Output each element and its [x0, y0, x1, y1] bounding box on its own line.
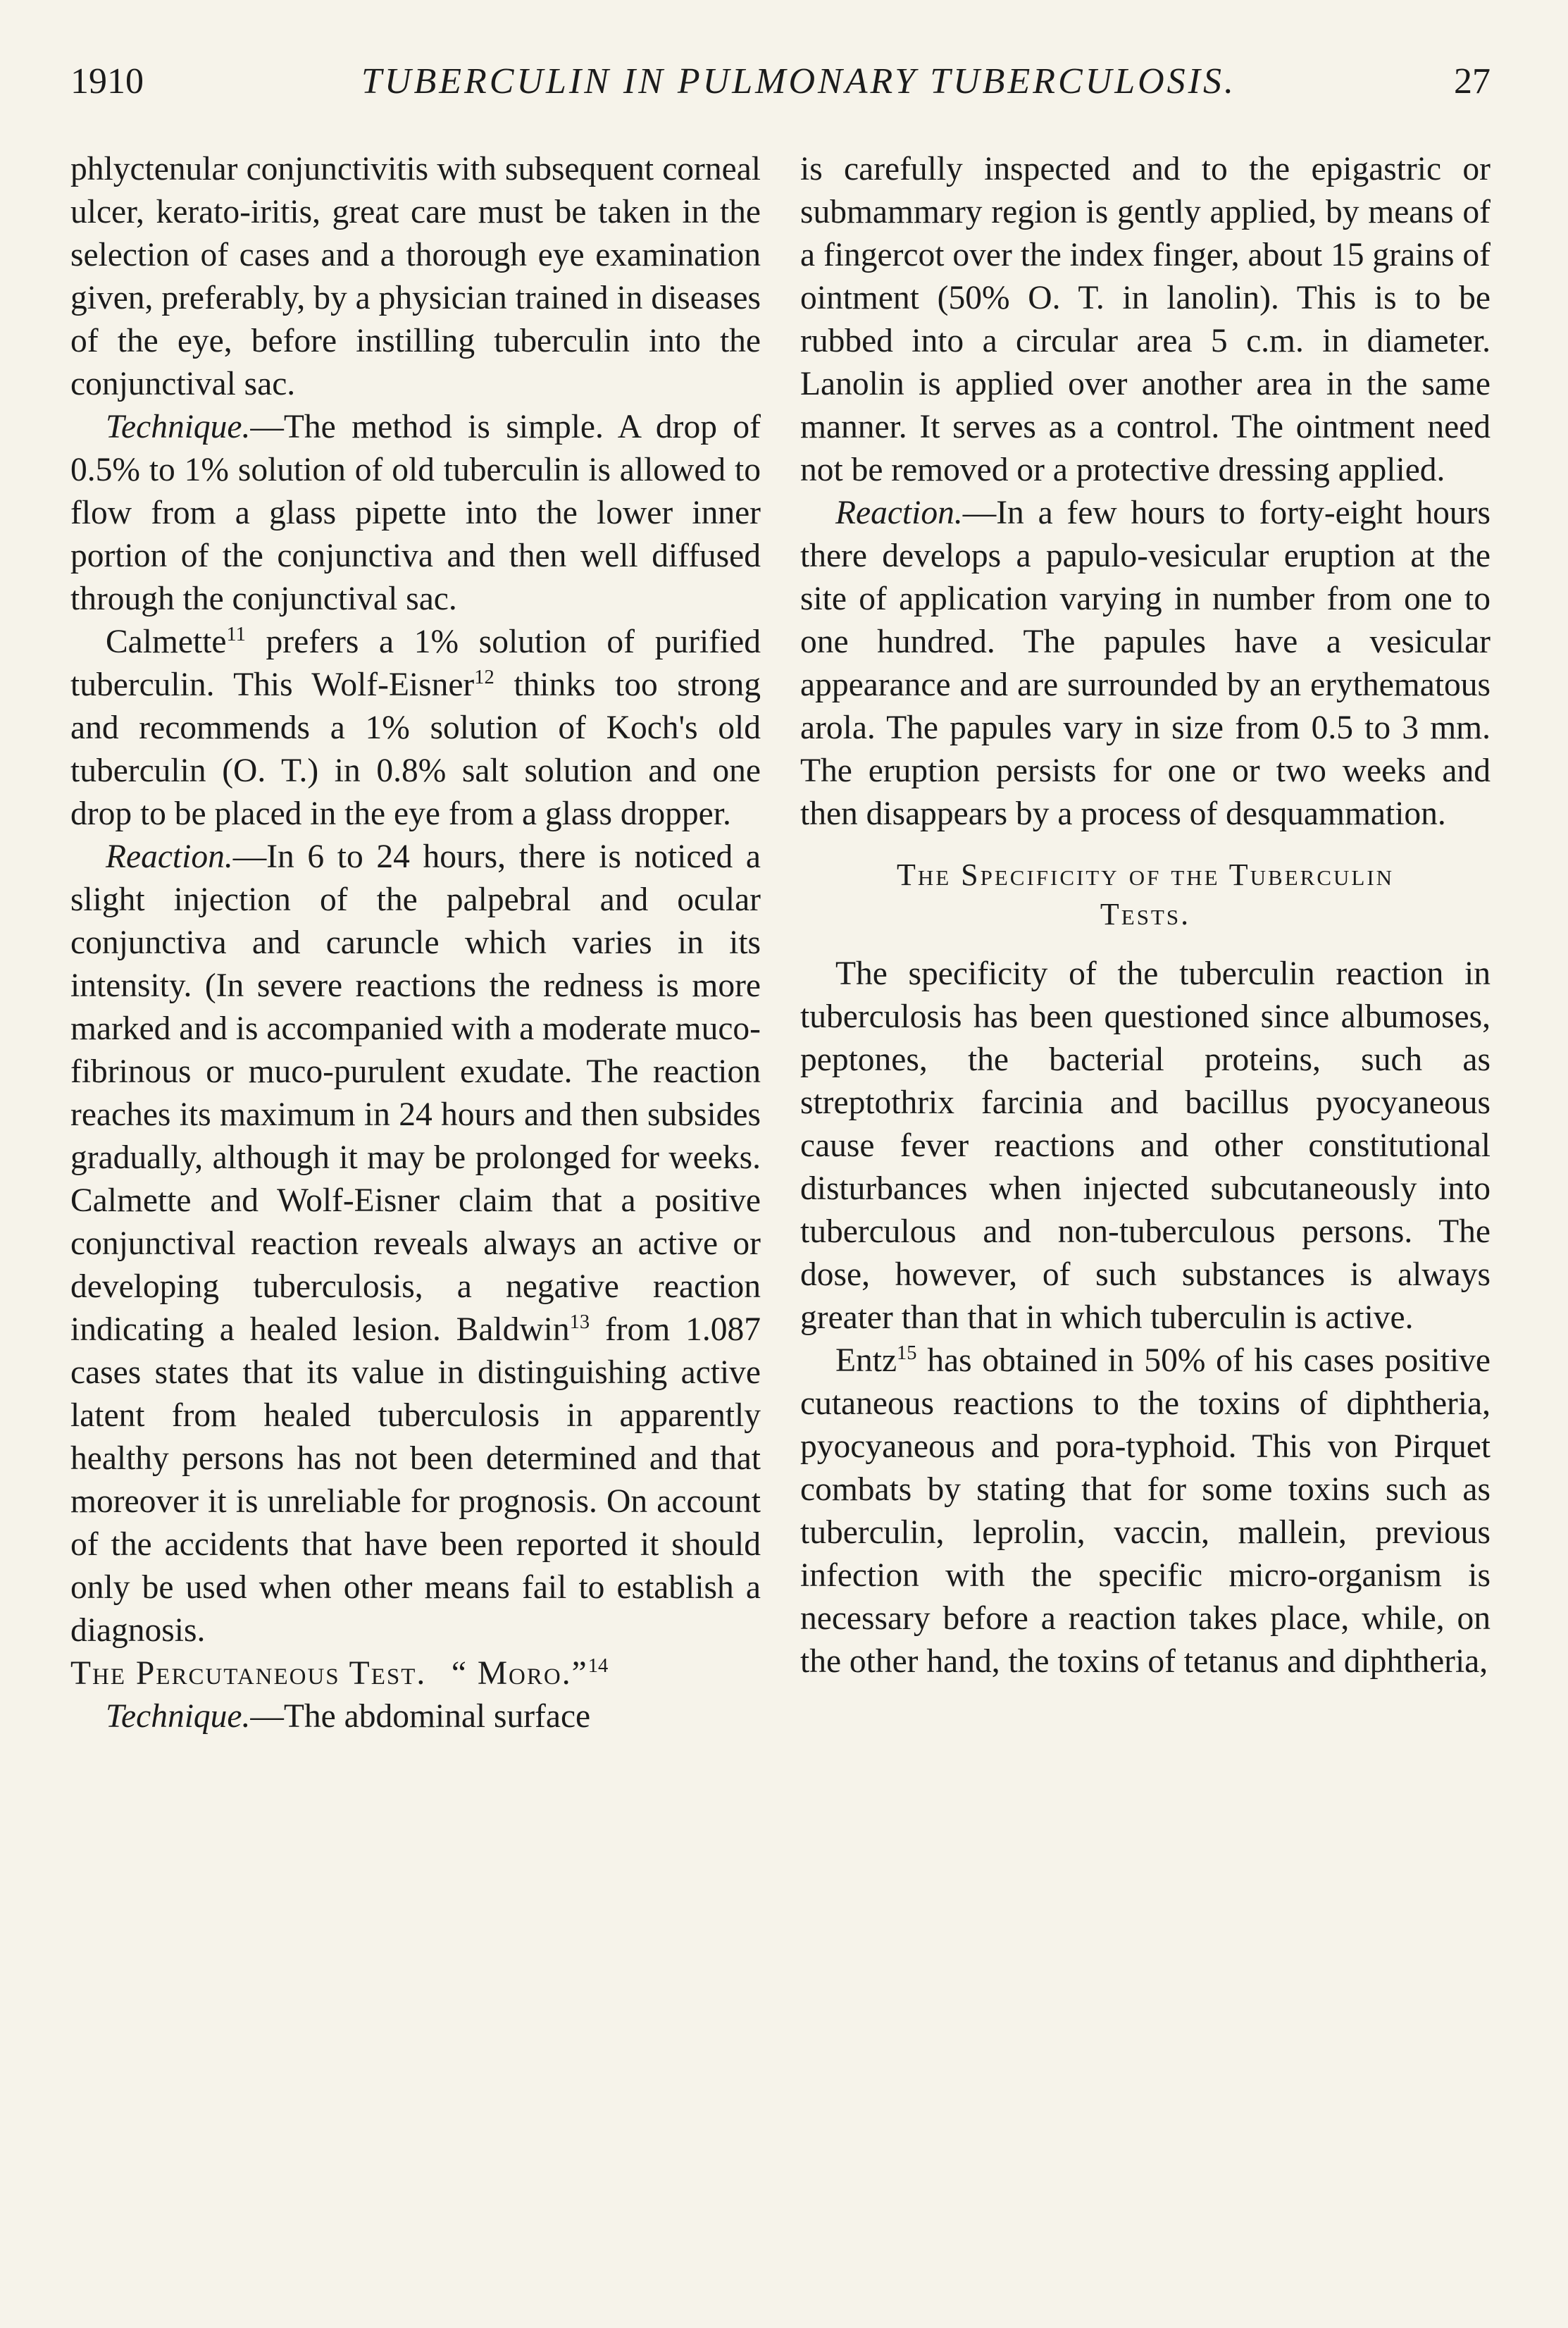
right-column	[800, 148, 1491, 1738]
footnote-ref-15: 15	[897, 1342, 917, 1365]
entz-name: Entz	[835, 1342, 897, 1379]
specificity-section-heading	[800, 855, 1491, 934]
footnote-ref-14: 14	[587, 1655, 609, 1678]
technique2-label: Technique.	[106, 1698, 251, 1735]
paragraph-application: is carefully inspected and to the epigastric or submammary region is gently applied, by means of a fingercot over the index finger, about 15 grains of ointment (50% O. T. in lanolin). This is to be rubbed into a circular area 5 c.m. in diameter. Lanolin is applied over another area in the same manner. It serves as a control. The ointment need not be removed or a protective dressing applied.	[800, 151, 1491, 488]
calmette-name: Calmette	[106, 624, 227, 660]
paragraph-calmette	[70, 621, 761, 836]
technique-text: —The method is simple. A drop of 0.5% to 1% solution of old tuberculin is allowed to flow from a glass pipette into the lower inner portion of the conjunctiva and then well diffused through the conjunctival sac.	[70, 409, 761, 617]
running-head	[70, 61, 1491, 117]
reaction-text-part1: —In 6 to 24 hours, there is noticed a slight injection of the palpebral and ocular conjunctiva and caruncle which varies in its intensity. (In severe reactions the redness is more marked and is accompanied with a moderate muco-fibrinous or muco-purulent exudate. The reaction reaches its maximum in 24 hours and then subsides gradually, although it may be prolonged for weeks. Calmette and Wolf-Eisner claim that a positive conjunctival reaction reveals always an active or developing tuberculosis, a negative reaction indicating a healed lesion. Baldwin	[70, 838, 761, 1348]
header-year: 1910	[70, 61, 144, 101]
paragraph-technique	[70, 406, 761, 621]
calmette-text: prefers a 1% solution of purified tuberculin. This Wolf-Eisner	[70, 624, 761, 703]
paragraph-conjunctivitis: phlyctenular conjunctivitis with subsequent corneal ulcer, kerato-iritis, great care must be taken in the selection of cases and a thorough eye examination given, preferably, by a physician trained in diseases of the eye, before instilling tuberculin into the conjunctival sac.	[70, 151, 761, 402]
paragraph-technique-2	[70, 1695, 761, 1738]
paragraph-reaction	[70, 836, 761, 1652]
paragraph-reaction-right	[800, 492, 1491, 836]
header-title: TUBERCULIN IN PULMONARY TUBERCULOSIS.	[361, 61, 1236, 101]
footnote-ref-13: 13	[569, 1311, 590, 1334]
footnote-ref-12: 12	[474, 667, 494, 689]
text-columns	[70, 148, 1491, 1738]
header-page-number: 27	[1453, 61, 1491, 101]
paragraph-specificity: The specificity of the tuberculin reaction in tuberculosis has been questioned since albumoses, peptones, the bacterial proteins, such as streptothrix farcinia and bacillus pyocyaneous cause fever reactions and other constitutional disturbances when injected subcutaneously into tuberculous and non-tuberculous persons. The dose, however, of such substances is always greater than that in which tuberculin is active.	[800, 955, 1491, 1336]
reaction-text-part2: from 1.087 cases states that its value in distinguishing active latent from healed tuberculosis in apparently healthy persons has not been determined and that moreover it is unreliable for prognosis. On account of the accidents that have been reported it should only be used when other means fail to establish a diagnosis.	[70, 1311, 761, 1649]
wolf-eisner-text: thinks too strong and recommends a 1% solution of Koch's old tuberculin (O. T.) in 0.8% salt solution and one drop to be placed in the eye from a glass dropper.	[70, 667, 761, 832]
paragraph-entz	[800, 1339, 1491, 1683]
technique-label: Technique.	[106, 409, 251, 445]
technique2-text: —The abdominal surface	[250, 1698, 591, 1735]
moro-label: “ Moro.”	[451, 1655, 588, 1692]
reaction-label: Reaction.	[106, 838, 233, 875]
footnote-ref-11: 11	[226, 624, 246, 646]
entz-text: has obtained in 50% of his cases positive cutaneous reactions to the toxins of diphtheria, pyocyaneous and pora-typhoid. This von Pirquet combats by stating that for some toxins such as tuberculin, leprolin, vaccin, mallein, previous infection with the specific micro-organism is necessary before a reaction takes place, while, on the other hand, the toxins of tetanus and diphtheria,	[800, 1342, 1491, 1680]
reaction-text-right: —In a few hours to forty-eight hours there develops a papulo-vesicular eruption at the site of application varying in number from one to one hundred. The papules have a vesicular appearance and are surrounded by an erythematous arola. The papules vary in size from 0.5 to 3 mm. The eruption persists for one or two weeks and then disappears by a process of desquammation.	[800, 495, 1491, 832]
reaction-label-right: Reaction.	[835, 495, 963, 531]
specificity-heading-line1: The Specificity of the Tuberculin	[896, 857, 1395, 892]
left-column	[70, 148, 761, 1738]
percutaneous-head-text: The Percutaneous Test.	[70, 1655, 427, 1692]
percutaneous-test-heading	[70, 1652, 761, 1695]
specificity-heading-line2: Tests.	[1100, 897, 1191, 931]
